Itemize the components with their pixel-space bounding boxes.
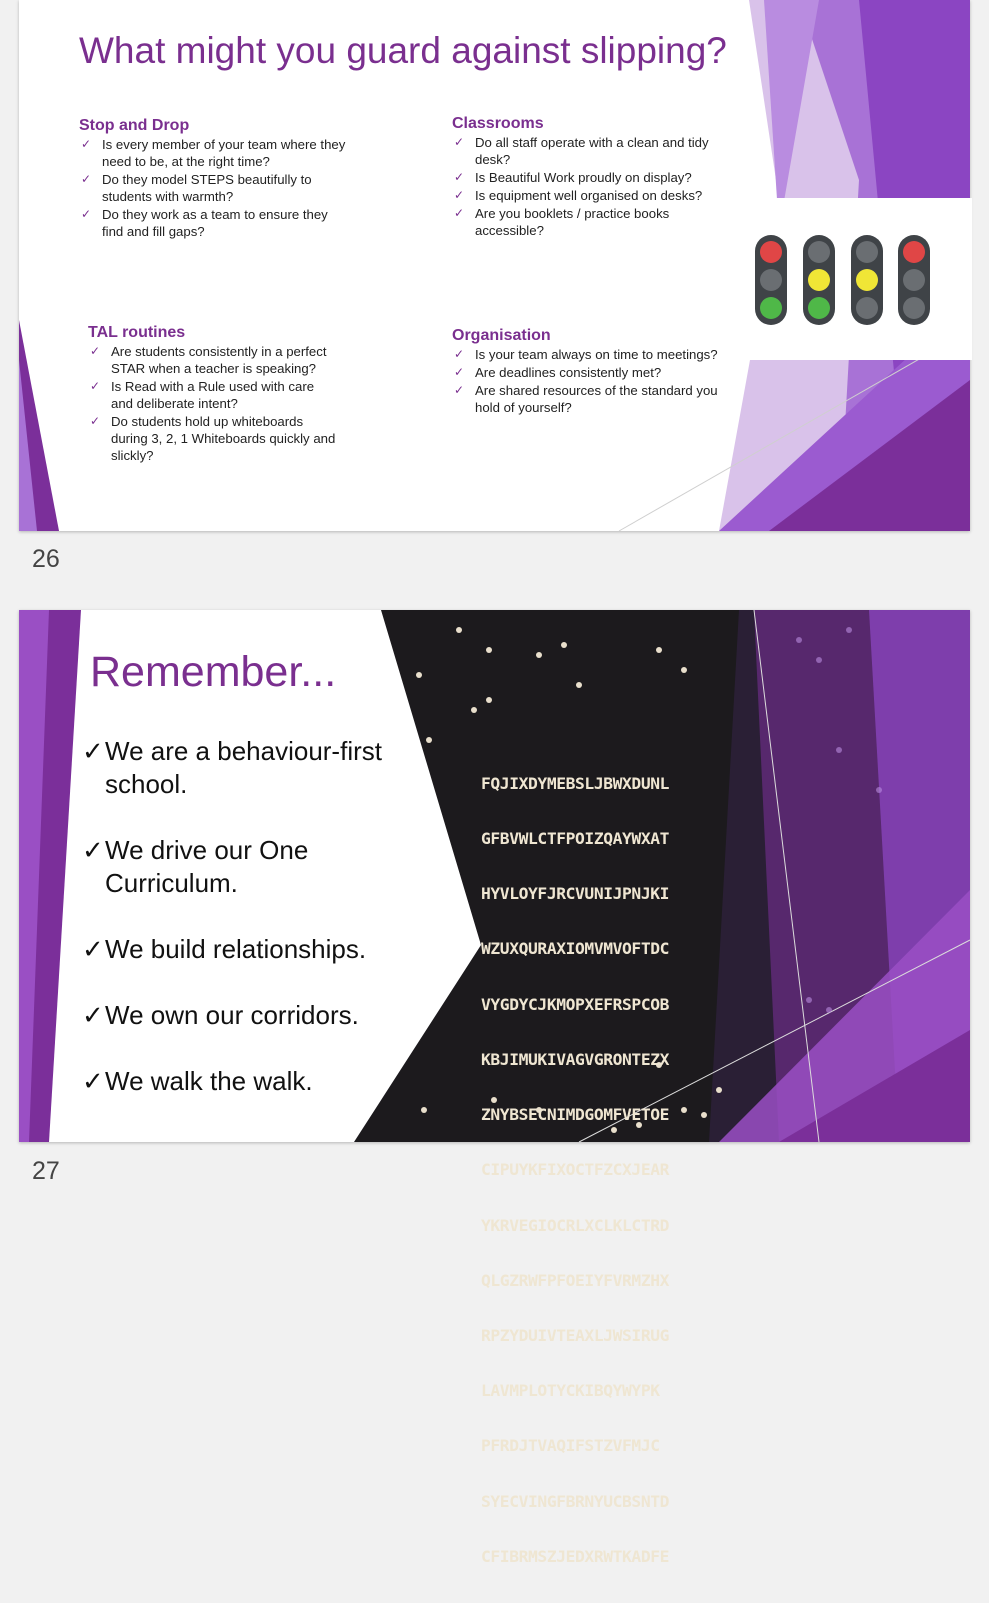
letter-grid-row: ZNYBSECNIMDGOMFVETOE xyxy=(481,1105,670,1125)
check-icon: ✓ xyxy=(82,1066,104,1096)
letter-grid-row: FQJIXDYMEBSLJBWXDUNL xyxy=(481,773,670,793)
list-item: ✓ We own our corridors. xyxy=(82,1000,359,1030)
check-icon: ✓ xyxy=(454,206,465,220)
slide-title: What might you guard against slipping? xyxy=(79,30,727,71)
slide-number: 26 xyxy=(32,545,60,573)
section-organisation xyxy=(452,327,722,417)
bulb xyxy=(903,241,925,263)
list-item: ✓ Do they model STEPS beautifully to students with warmth? xyxy=(81,172,312,204)
section-heading: TAL routines xyxy=(88,324,186,341)
letter-grid-row: RPZYDUIVTEAXLJWSIRUG xyxy=(481,1326,670,1345)
list-item: ✓ Is your team always on time to meetings? xyxy=(454,347,718,362)
slide-title: Remember... xyxy=(90,648,337,696)
list-item: ✓ Are students consistently in a perfect STAR when a teacher is speaking? xyxy=(90,344,327,376)
check-icon: ✓ xyxy=(82,736,104,766)
traffic-light-icon xyxy=(803,235,835,325)
bulb xyxy=(903,297,925,319)
section-heading: Organisation xyxy=(452,327,551,344)
list-item: ✓ Do they work as a team to ensure they find and fill gaps? xyxy=(81,207,328,239)
checklist xyxy=(452,134,722,239)
list-item: ✓ Do all staff operate with a clean and tidy desk? xyxy=(454,135,709,167)
list-item: ✓ We are a behaviour-first school. xyxy=(82,736,382,799)
check-icon: ✓ xyxy=(454,170,465,184)
check-icon: ✓ xyxy=(82,835,104,865)
letter-grid-row: YKRVEGIOCRLXCLKLCTRD xyxy=(481,1215,670,1235)
section-tal-routines xyxy=(88,324,338,465)
traffic-light-icon xyxy=(851,235,883,325)
bulb xyxy=(808,241,830,263)
letter-grid-row: CIPUYKFIXOCTFZCXJEAR xyxy=(481,1160,670,1180)
bulb xyxy=(856,241,878,263)
checklist xyxy=(452,346,722,416)
bulb xyxy=(760,297,782,319)
bulb xyxy=(903,269,925,291)
check-icon: ✓ xyxy=(90,414,101,428)
checklist xyxy=(79,136,349,240)
traffic-lights-image xyxy=(725,198,972,360)
check-icon: ✓ xyxy=(90,379,101,393)
check-icon: ✓ xyxy=(82,934,104,964)
letter-grid-row: PFRDJTVAQIFSTZVFMJC xyxy=(481,1436,660,1456)
list-item: ✓ Is every member of your team where they need to be, at the right time? xyxy=(81,137,346,169)
check-icon: ✓ xyxy=(454,365,465,379)
bulb xyxy=(760,269,782,291)
letter-grid-row: HYVLOYFJRCVUNIJPNJKI xyxy=(481,884,670,904)
list-item: ✓ We walk the walk. xyxy=(82,1066,313,1096)
check-icon: ✓ xyxy=(81,207,92,221)
bulb xyxy=(760,241,782,263)
check-icon: ✓ xyxy=(81,172,92,186)
list-item: ✓ We drive our One Curriculum. xyxy=(82,835,309,898)
traffic-light-icon xyxy=(755,235,787,325)
letter-grid-row: KBJIMUKIVAGVGRONTEZX xyxy=(481,1049,670,1069)
bulb xyxy=(856,269,878,291)
check-icon: ✓ xyxy=(454,347,465,361)
slide-number: 27 xyxy=(32,1157,60,1185)
letter-grid-row: WZUXQURAXIOMVMVOFTDC xyxy=(481,939,670,959)
remember-list xyxy=(82,735,425,1131)
section-heading: Stop and Drop xyxy=(79,117,190,134)
traffic-light-icon xyxy=(898,235,930,325)
bulb xyxy=(808,269,830,291)
bulb xyxy=(808,297,830,319)
check-icon: ✓ xyxy=(454,188,465,202)
check-icon: ✓ xyxy=(454,135,465,149)
bulb xyxy=(856,297,878,319)
check-icon: ✓ xyxy=(90,344,101,358)
section-classrooms xyxy=(452,115,722,240)
list-item: ✓ We build relationships. xyxy=(82,934,367,964)
letter-grid-row: LAVMPLOTYCKIBQYWYPK xyxy=(481,1381,660,1401)
list-item: ✓ Are shared resources of the standard you hold of yourself? xyxy=(454,383,718,415)
slide-26[interactable] xyxy=(19,0,970,531)
checklist xyxy=(88,343,338,464)
list-item: ✓ Is equipment well organised on desks? xyxy=(454,188,703,203)
letter-grid-row: SYECVINGFBRNYUCBSNTD xyxy=(481,1491,670,1511)
section-heading: Classrooms xyxy=(452,115,544,132)
check-icon: ✓ xyxy=(82,1000,104,1030)
letter-grid-row: VYGDYCJKMOPXEFRSPCOB xyxy=(481,994,670,1014)
check-icon: ✓ xyxy=(454,383,465,397)
list-item: ✓ Are deadlines consistently met? xyxy=(454,365,662,380)
list-item: ✓ Is Read with a Rule used with care and deliberate intent? xyxy=(90,379,315,411)
list-item: ✓ Are you booklets / practice books accessible? xyxy=(454,206,670,238)
letter-grid-row: GFBVWLCTFPOIZQAYWXAT xyxy=(481,829,670,849)
letter-grid-image xyxy=(481,738,801,1603)
section-stop-and-drop xyxy=(79,117,349,241)
letter-grid-row: CFIBRMSZJEDXRWTKADFE xyxy=(481,1546,670,1566)
check-icon: ✓ xyxy=(81,137,92,151)
list-item: ✓ Do students hold up whiteboards during 3, 2, 1 Whiteboards quickly and slickly? xyxy=(90,414,336,463)
list-item: ✓ Is Beautiful Work proudly on display? xyxy=(454,170,692,185)
letter-grid-row: QLGZRWFPFOEIYFVRMZHX xyxy=(481,1270,670,1290)
